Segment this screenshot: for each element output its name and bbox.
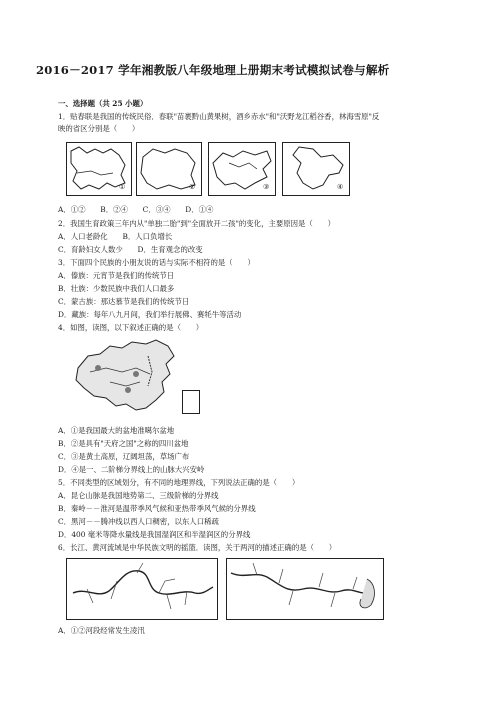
q4-stem: 4．如图，读图，以下叙述正确的是（ ） [58, 323, 204, 332]
q3-option-c: C．蒙古族：那达慕节是我们的传统节日 [58, 297, 190, 306]
q5-option-a: A．昆仑山脉是我国地势第二、三级阶梯的分界线 [58, 491, 219, 500]
province-map-3 [208, 142, 276, 196]
q5-option-b: B．秦岭－－淮河是温带季风气候和亚热带季风气候的分界线 [58, 504, 256, 513]
q1-stem-line2: 映的省区分别是（ ） [58, 124, 140, 133]
q6-stem: 6．长江、黄河流域是中华民族文明的摇篮．读图，关于两河的描述正确的是（ ） [58, 543, 337, 552]
china-map [70, 338, 180, 418]
q3-option-a: A．傣族：元宵节是我们的传统节日 [58, 271, 175, 280]
q2-options-ab: A．人口老龄化 B．人口负增长 [58, 232, 173, 241]
q5-stem: 5．不同类型的区域划分，有不同的地理界线，下列说法正确的是（ ） [58, 478, 300, 487]
q3-option-d: D．藏族：每年八九月间，我们举行展佛、赛牦牛等活动 [58, 310, 242, 319]
section-heading: 一、选择题（共 25 小题） [58, 99, 148, 108]
yangtze-river-map [226, 558, 384, 620]
province-map-2 [136, 142, 202, 196]
map-label-1: ① [119, 183, 126, 191]
q4-option-b: B．②是具有"天府之国"之称的四川盆地 [58, 439, 189, 448]
q1-stem-line1: 1．贴春联是我国的传统民俗．春联"苗裹黔山黄果树，酒乡赤水"和"沃野龙江稻谷香，林海雪原"反 [58, 112, 380, 121]
map-label-3: ③ [263, 183, 270, 191]
q3-stem: 3．下面四个民族的小朋友说的话与实际不相符的是（ ） [58, 258, 255, 267]
province-map-1 [66, 142, 132, 196]
south-china-sea-inset [182, 390, 200, 414]
q6-option-a: A．①②河段经常发生凌汛 [58, 626, 145, 635]
q5-option-d: D．400 毫米等降水量线是我国湿润区和半湿润区的分界线 [58, 530, 251, 539]
q5-option-c: C．黑河－－腾冲线以西人口稠密，以东人口稀疏 [58, 517, 219, 526]
q1-options: A．①② B．②④ C．③④ D．①④ [58, 205, 214, 214]
q4-option-d: D．④是一、二阶梯分界线上的山脉大兴安岭 [58, 465, 205, 474]
q3-option-b: B．壮族：少数民族中我们人口最多 [58, 284, 175, 293]
page-title: 2016－2017 学年湘教版八年级地理上册期末考试模拟试卷与解析 [36, 63, 390, 77]
yellow-river-map [66, 558, 218, 620]
q4-option-c: C．③是黄土高原，辽阔坦荡，草场广布 [58, 452, 190, 461]
q2-stem: 2．我国生育政策三年内从"单独二胎"到"全面放开二孩"的变化，主要原因是（ ） [58, 219, 335, 228]
q2-options-cd: C．育龄妇女人数少 D．生育观念的改变 [58, 245, 203, 254]
map-label-4: ④ [337, 183, 344, 191]
q4-option-a: A．①是我国最大的盆地准噶尔盆地 [58, 426, 175, 435]
map-label-2: ② [189, 183, 196, 191]
province-map-4 [282, 142, 350, 196]
